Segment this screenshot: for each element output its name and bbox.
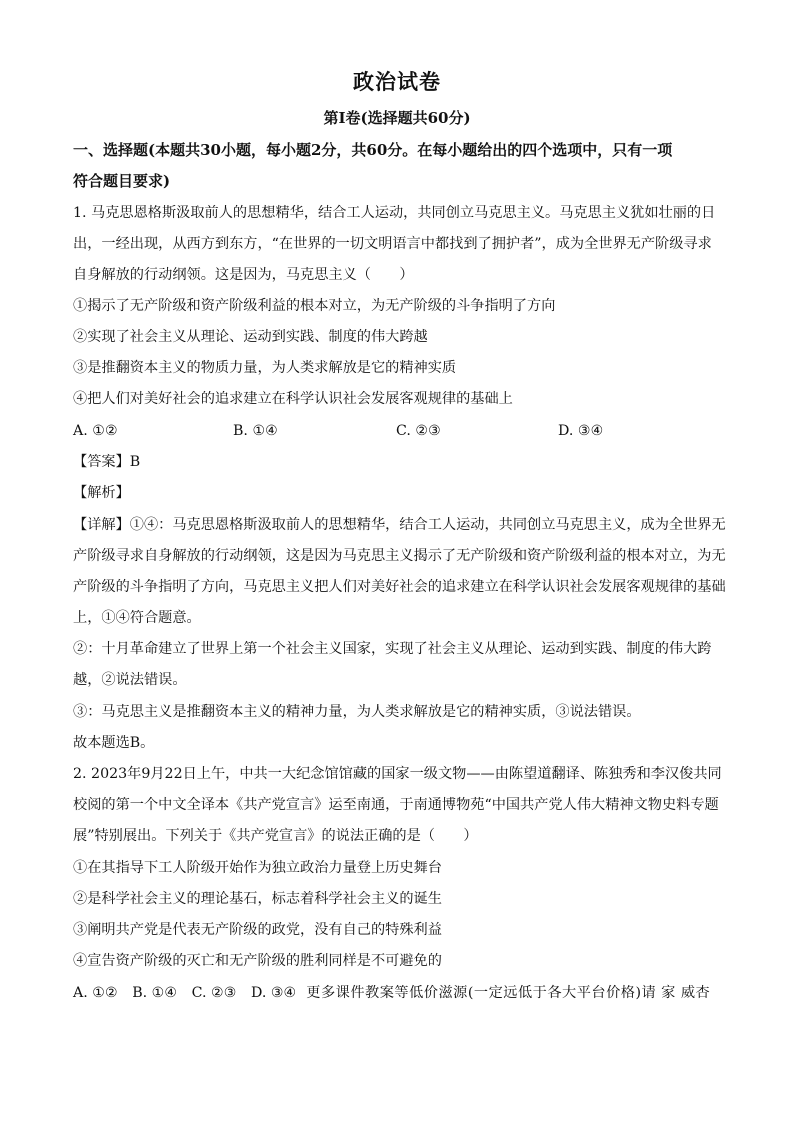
instruction-line-2: 符合题目要求) [73,172,171,190]
q1-option-c: C. ②③ [396,423,441,439]
q1-item-1: ①揭示了无产阶级和资产阶级利益的根本对立，为无产阶级的斗争指明了方向 [73,298,556,314]
promo-text: 更多课件教案等低价滋源(一定远低于各大平台价格)请 家 威杏 [306,985,711,1001]
q1-option-d: D. ③④ [558,423,604,439]
q1-detail-line-6: 越，②说法错误。 [73,672,187,688]
q2-item-1: ①在其指导下工人阶级开始作为独立政治力量登上历史舞台 [73,860,442,876]
q1-detail-line-5: ②：十月革命建立了世界上第一个社会主义国家，实现了社会主义从理论、运动到实践、制度的伟大跨 [73,641,712,657]
q2-item-3: ③阐明共产党是代表无产阶级的政党，没有自己的特殊利益 [73,922,442,938]
q2-stem-line-3: 展”特别展出。下列关于《共产党宣言》的说法正确的是（ ） [73,828,478,844]
q1-detail-line-7: ③：马克思主义是推翻资本主义的精神力量，为人类求解放是它的精神实质，③说法错误。 [73,704,641,720]
page-title: 政治试卷 [353,69,441,94]
q2-option-d: D. ③④ [250,985,297,1001]
instruction-line-1: 一、选择题(本题共30小题，每小题2分，共60分。在每小题给出的四个选项中，只有一项 [73,141,673,159]
q1-option-b: B. ①④ [233,423,278,439]
q1-detail-line-4: 上，①④符合题意。 [73,610,201,626]
q2-item-4: ④宣告资产阶级的灭亡和无产阶级的胜利同样是不可避免的 [73,953,442,969]
q1-item-4: ④把人们对美好社会的追求建立在科学认识社会发展客观规律的基础上 [73,391,513,407]
q2-option-b: B. ①④ [132,985,178,1001]
q2-item-2: ②是科学社会主义的理论基石，标志着科学社会主义的诞生 [73,891,442,907]
q1-analysis-label: 【解析】 [73,485,130,501]
q1-stem-line-1: 1. 马克思恩格斯汲取前人的思想精华，结合工人运动，共同创立马克思主义。马克思主义犹如壮丽的日 [73,205,716,221]
q1-detail-line-1: 【详解】①④：马克思恩格斯汲取前人的思想精华，结合工人运动，共同创立马克思主义，成为全世界无 [73,517,726,533]
q2-stem-line-1: 2. 2023年9月22日上午，中共一大纪念馆馆藏的国家一级文物——由陈望道翻译、陈独秀和李汉俊共同 [73,766,722,782]
q1-detail-line-3: 产阶级的斗争指明了方向，马克思主义把人们对美好社会的追求建立在科学认识社会发展客观规律的基础 [73,579,726,595]
q2-options [73,983,753,1003]
q1-stem-line-3: 自身解放的行动纲领。这是因为，马克思主义（ ） [73,267,414,283]
section-title: 第Ⅰ卷(选择题共60分) [323,109,471,127]
q1-item-2: ②实现了社会主义从理论、运动到实践、制度的伟大跨越 [73,329,428,345]
q1-item-3: ③是推翻资本主义的物质力量，为人类求解放是它的精神实质 [73,360,457,376]
q2-stem-line-2: 校阅的第一个中文全译本《共产党宣言》运至南通，于南通博物苑“中国共产党人伟大精神文物史料专题 [73,797,719,813]
q2-option-a: A. ①② [73,985,118,1001]
q1-stem-line-2: 出，一经出现，从西方到东方，“在世界的一切文明语言中都找到了拥护者”，成为全世界无产阶级寻求 [73,236,712,252]
q1-detail-line-2: 产阶级寻求自身解放的行动纲领，这是因为马克思主义揭示了无产阶级和资产阶级利益的根本对立，为无 [73,548,726,564]
q2-option-c: C. ②③ [191,985,237,1001]
q1-option-a: A. ①② [73,423,118,439]
q1-detail-line-8: 故本题选B。 [73,735,155,751]
q1-answer: 【答案】B [73,454,141,470]
